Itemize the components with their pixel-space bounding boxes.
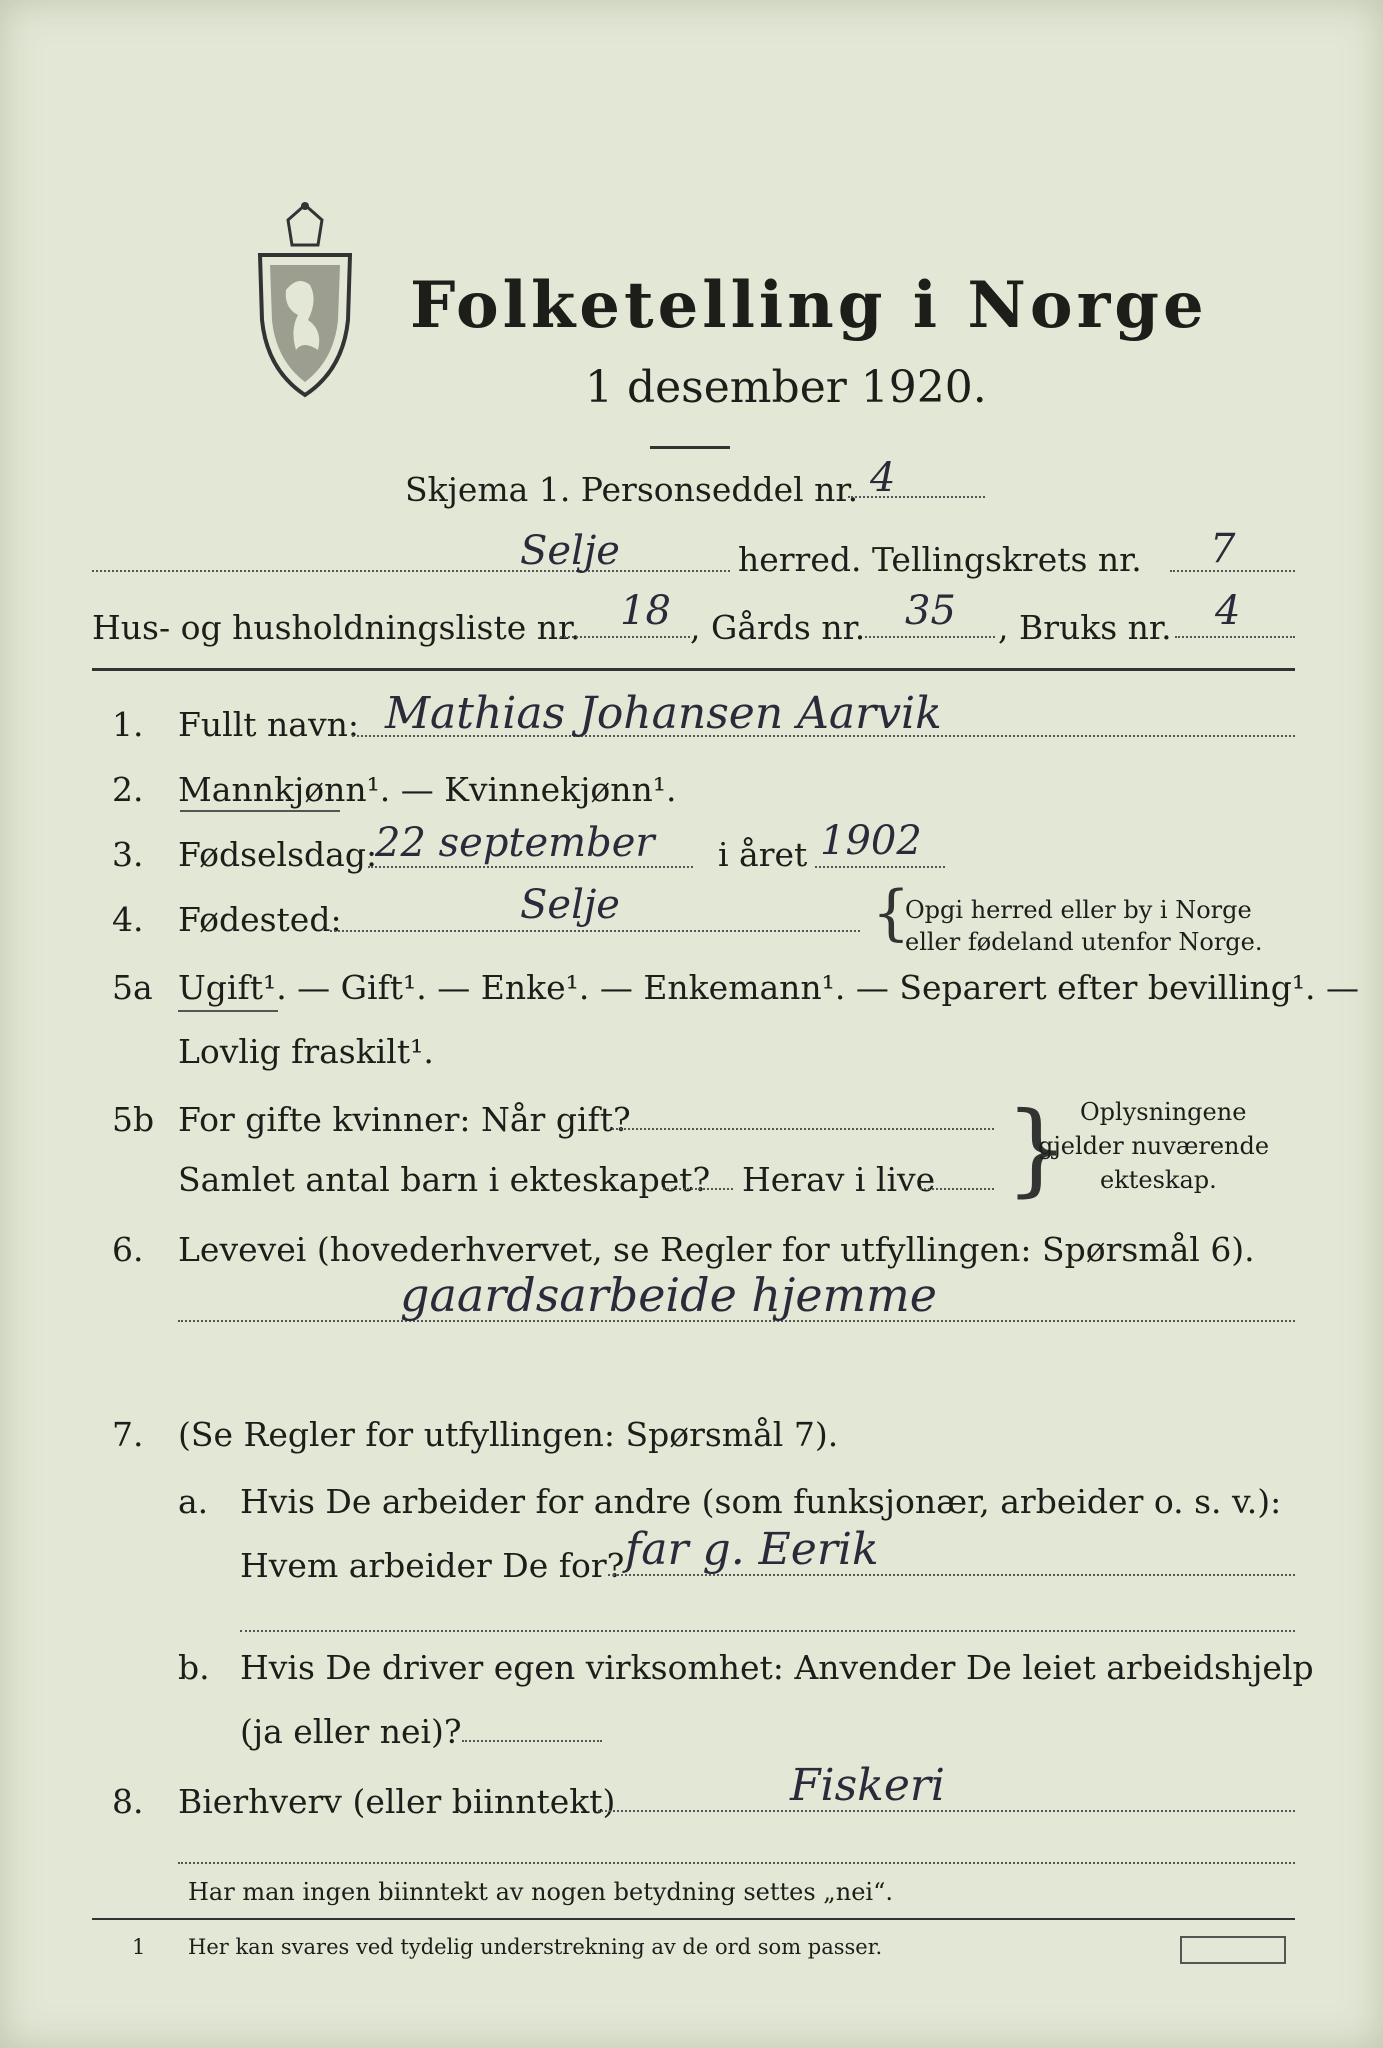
q3-num: 3. bbox=[112, 835, 144, 874]
footnote: Her kan svares ved tydelig understrekning av de ord som passer. bbox=[188, 1935, 883, 1959]
q5b-note-1: Oplysningene bbox=[1080, 1098, 1247, 1126]
side-income-line-2 bbox=[178, 1862, 1295, 1864]
q6-num: 6. bbox=[112, 1230, 144, 1269]
q3-label: Fødselsdag: bbox=[178, 835, 378, 874]
birth-year[interactable]: 1902 bbox=[820, 818, 922, 864]
q7-label: (Se Regler for utfyllingen: Spørsmål 7). bbox=[178, 1415, 839, 1454]
bruks-line bbox=[1175, 636, 1295, 638]
side-income-line bbox=[598, 1810, 1295, 1812]
q8-label: Bierhverv (eller biinntekt) bbox=[178, 1782, 616, 1821]
personseddel-line bbox=[848, 496, 985, 498]
q7b-label-2: (ja eller nei)? bbox=[240, 1712, 462, 1751]
schema-label: Skjema 1. Personseddel nr. bbox=[405, 470, 859, 509]
herred-value[interactable]: Selje bbox=[520, 528, 620, 574]
children-line bbox=[663, 1188, 733, 1190]
q7b-label: Hvis De driver egen virksomhet: Anvender De leiet arbeidshjelp bbox=[240, 1648, 1314, 1687]
q5b-note-3: ekteskap. bbox=[1100, 1166, 1217, 1194]
full-name[interactable]: Mathias Johansen Aarvik bbox=[385, 688, 942, 739]
q7a-num: a. bbox=[178, 1482, 209, 1521]
birthday-line bbox=[368, 866, 693, 868]
gards-label: , Gårds nr. bbox=[690, 608, 866, 647]
q6-label: Levevei (hovederhvervet, se Regler for utfyllingen: Spørsmål 6). bbox=[178, 1230, 1255, 1269]
footnote-mark: 1 bbox=[132, 1935, 146, 1959]
q1-label: Fullt navn: bbox=[178, 705, 359, 744]
q7b-num: b. bbox=[178, 1648, 210, 1687]
gards-nr[interactable]: 35 bbox=[905, 588, 956, 634]
hired-help-line bbox=[462, 1740, 602, 1742]
q4-note-1: Opgi herred eller by i Norge bbox=[905, 896, 1252, 924]
q4-num: 4. bbox=[112, 900, 144, 939]
marital-options[interactable]: Ugift¹. — Gift¹. — Enke¹. — Enkemann¹. — Separert efter bevilling¹. — bbox=[178, 968, 1360, 1007]
marital-underline bbox=[178, 1010, 278, 1012]
coat-of-arms-icon bbox=[248, 200, 363, 400]
q5b-label-1: For gifte kvinner: Når gift? bbox=[178, 1100, 631, 1139]
employer[interactable]: far g. Eerik bbox=[625, 1524, 879, 1575]
bruks-nr[interactable]: 4 bbox=[1215, 588, 1241, 634]
hus-line bbox=[560, 636, 690, 638]
q3-year-label: i året bbox=[718, 835, 808, 874]
q7-num: 7. bbox=[112, 1415, 144, 1454]
herred-label: herred. Tellingskrets nr. bbox=[738, 540, 1142, 579]
herred-line bbox=[92, 570, 730, 572]
personseddel-nr[interactable]: 4 bbox=[870, 455, 896, 501]
q2-num: 2. bbox=[112, 770, 144, 809]
q4-brace: { bbox=[872, 878, 911, 948]
title-divider bbox=[650, 446, 730, 449]
gards-line bbox=[865, 636, 995, 638]
hus-label: Hus- og husholdningsliste nr. bbox=[92, 608, 581, 647]
q7a-label-2: Hvem arbeider De for? bbox=[240, 1546, 625, 1585]
gender-options[interactable]: Mannkjønn¹. — Kvinnekjønn¹. bbox=[178, 770, 677, 809]
q4-label: Fødested: bbox=[178, 900, 342, 939]
birthplace-line bbox=[330, 930, 860, 932]
census-date: 1 desember 1920. bbox=[585, 362, 987, 413]
bruks-label: , Bruks nr. bbox=[998, 608, 1172, 647]
q1-num: 1. bbox=[112, 705, 144, 744]
alive-line bbox=[920, 1188, 994, 1190]
q4-note-2: eller fødeland utenfor Norge. bbox=[905, 928, 1263, 956]
header-rule bbox=[92, 668, 1295, 671]
marital-options-2[interactable]: Lovlig fraskilt¹. bbox=[178, 1032, 434, 1071]
q8-num: 8. bbox=[112, 1782, 144, 1821]
hus-nr[interactable]: 18 bbox=[620, 588, 671, 634]
tellingskrets-nr[interactable]: 7 bbox=[1210, 526, 1236, 572]
year-line bbox=[815, 866, 945, 868]
occupation[interactable]: gaardsarbeide hjemme bbox=[400, 1268, 937, 1322]
printer-stamp bbox=[1180, 1936, 1286, 1964]
footer-rule bbox=[92, 1918, 1295, 1920]
birthplace[interactable]: Selje bbox=[520, 882, 620, 928]
side-income[interactable]: Fiskeri bbox=[790, 1760, 945, 1811]
q5b-note-2: gjelder nuværende bbox=[1038, 1132, 1270, 1160]
q5b-num: 5b bbox=[112, 1100, 155, 1139]
q5b-label-3: Herav i live bbox=[742, 1160, 936, 1199]
footer-note: Har man ingen biinntekt av nogen betydning settes „nei“. bbox=[188, 1878, 893, 1906]
employer-line-2 bbox=[240, 1630, 1295, 1632]
birthday[interactable]: 22 september bbox=[375, 820, 655, 866]
q5a-num: 5a bbox=[112, 968, 153, 1007]
q5b-label-2: Samlet antal barn i ekteskapet? bbox=[178, 1160, 711, 1199]
form-title: Folketelling i Norge bbox=[410, 268, 1208, 343]
q5b-brace: } bbox=[1005, 1090, 1069, 1207]
q7a-label: Hvis De arbeider for andre (som funksjonær, arbeider o. s. v.): bbox=[240, 1482, 1282, 1521]
gender-underline bbox=[180, 810, 340, 812]
married-when-line bbox=[612, 1128, 994, 1130]
